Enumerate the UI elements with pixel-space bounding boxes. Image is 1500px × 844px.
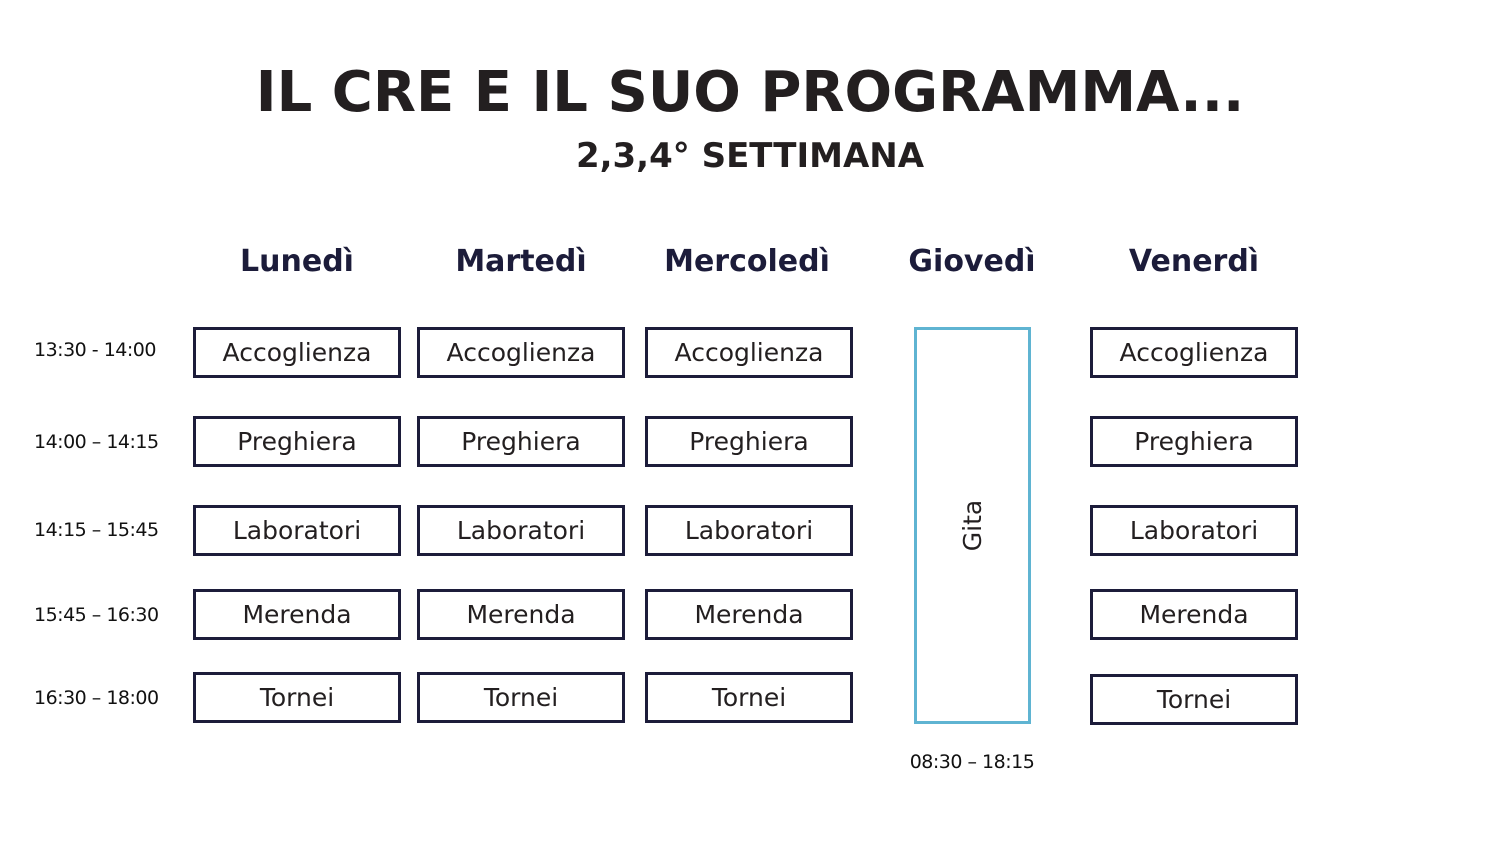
- slot-venerdi-merenda: Merenda: [1090, 589, 1298, 640]
- slot-mercoledi-tornei: Tornei: [645, 672, 853, 723]
- day-header-giovedi: Giovedì: [908, 244, 1036, 279]
- slot-mercoledi-preghiera: Preghiera: [645, 416, 853, 467]
- slot-martedi-laboratori: Laboratori: [417, 505, 625, 556]
- slot-lunedi-merenda: Merenda: [193, 589, 401, 640]
- time-label: 13:30 - 14:00: [34, 339, 156, 361]
- day-header-martedi: Martedì: [455, 244, 587, 279]
- gita-box: [914, 327, 1031, 724]
- slot-venerdi-preghiera: Preghiera: [1090, 416, 1298, 467]
- slot-martedi-accoglienza: Accoglienza: [417, 327, 625, 378]
- day-header-mercoledi: Mercoledì: [664, 244, 830, 279]
- time-label: 14:00 – 14:15: [34, 431, 159, 453]
- slot-lunedi-accoglienza: Accoglienza: [193, 327, 401, 378]
- gita-time: 08:30 – 18:15: [909, 751, 1035, 773]
- slot-martedi-tornei: Tornei: [417, 672, 625, 723]
- slot-venerdi-laboratori: Laboratori: [1090, 505, 1298, 556]
- slot-mercoledi-accoglienza: Accoglienza: [645, 327, 853, 378]
- day-header-lunedi: Lunedì: [240, 244, 354, 279]
- day-header-venerdi: Venerdì: [1128, 244, 1260, 279]
- slot-martedi-merenda: Merenda: [417, 589, 625, 640]
- slot-lunedi-tornei: Tornei: [193, 672, 401, 723]
- slot-lunedi-preghiera: Preghiera: [193, 416, 401, 467]
- time-label: 15:45 – 16:30: [34, 604, 159, 626]
- slot-lunedi-laboratori: Laboratori: [193, 505, 401, 556]
- slot-venerdi-tornei: Tornei: [1090, 674, 1298, 725]
- time-label: 16:30 – 18:00: [34, 687, 159, 709]
- slot-mercoledi-merenda: Merenda: [645, 589, 853, 640]
- slot-mercoledi-laboratori: Laboratori: [645, 505, 853, 556]
- page-title: IL CRE E IL SUO PROGRAMMA...: [255, 60, 1245, 125]
- slot-venerdi-accoglienza: Accoglienza: [1090, 327, 1298, 378]
- time-label: 14:15 – 15:45: [34, 519, 159, 541]
- slot-martedi-preghiera: Preghiera: [417, 416, 625, 467]
- page-subtitle: 2,3,4° SETTIMANA: [575, 136, 925, 176]
- gita-label: Gita: [957, 499, 987, 552]
